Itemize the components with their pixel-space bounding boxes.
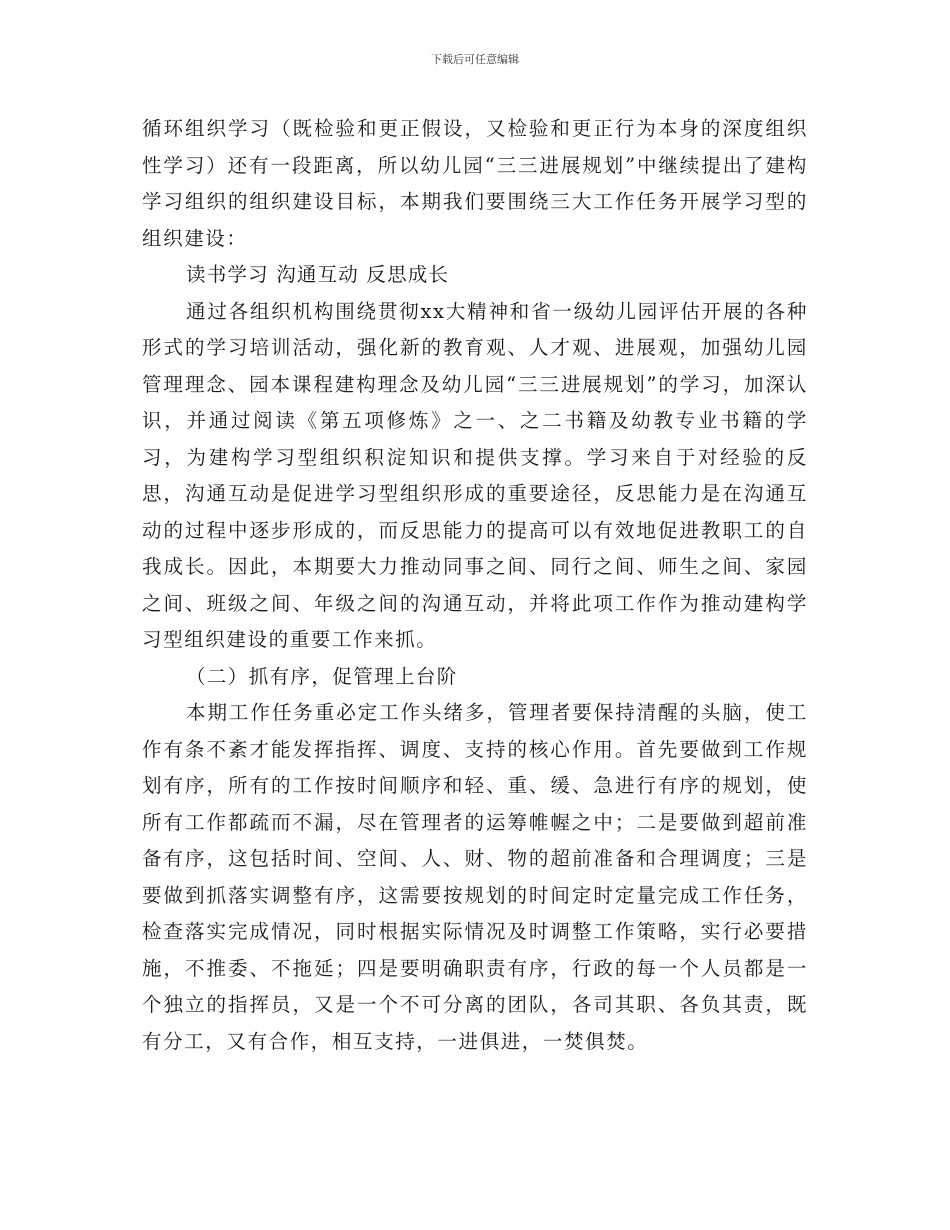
page-header-note: 下载后可任意编辑	[431, 53, 519, 66]
section-heading-order: （二）抓有序，促管理上台阶	[186, 664, 458, 688]
document-body	[142, 111, 808, 1060]
paragraph-continuation: 循环组织学习（既检验和更正假设，又检验和更正行为本身的深度组织性学习）还有一段距离，所以幼儿园“三三进展规划”中继续提出了建构学习组织的组织建设目标，本期我们要围绕三大工作任务开展学习型的组织建设：	[142, 117, 808, 250]
paragraph-management: 本期工作任务重必定工作头绪多，管理者要保持清醒的头脑，使工作有条不紊才能发挥指挥、调度、支持的核心作用。首先要做到工作规划有序，所有的工作按时间顺序和轻、重、缓、急进行有序的规划，使所有工作都疏而不漏，尽在管理者的运筹帷幄之中；二是要做到超前准备有序，这包括时间、空间、人、财、物的超前准备和合理调度；三是要做到抓落实调整有序，这需要按规划的时间定时定量完成工作任务，检查落实完成情况，同时根据实际情况及时调整工作策略，实行必要措施，不推委、不拖延；四是要明确职责有序，行政的每一个人员都是一个独立的指挥员，又是一个不可分离的团队，各司其职、各负其责，既有分工，又有合作，相互支持，一进俱进，一焚俱焚。	[142, 701, 808, 1053]
paragraph-learning: 通过各组织机构围绕贯彻xx大精神和省一级幼儿园评估开展的各种形式的学习培训活动，强化新的教育观、人才观、进展观，加强幼儿园管理理念、园本课程建构理念及幼儿园“三三进展规划”的学习，加深认识，并通过阅读《第五项修炼》之一、之二书籍及幼教专业书籍的学习，为建构学习型组织积淀知识和提供支撑。学习来自于对经验的反思，沟通互动是促进学习型组织形成的重要途径，反思能力是在沟通互动的过程中逐步形成的，而反思能力的提高可以有效地促进教职工的自我成长。因此，本期要大力推动同事之间、同行之间、师生之间、家园之间、班级之间、年级之间的沟通互动，并将此项工作作为推动建构学习型组织建设的重要工作来抓。	[142, 299, 808, 651]
section-motto: 读书学习 沟通互动 反思成长	[186, 263, 450, 286]
